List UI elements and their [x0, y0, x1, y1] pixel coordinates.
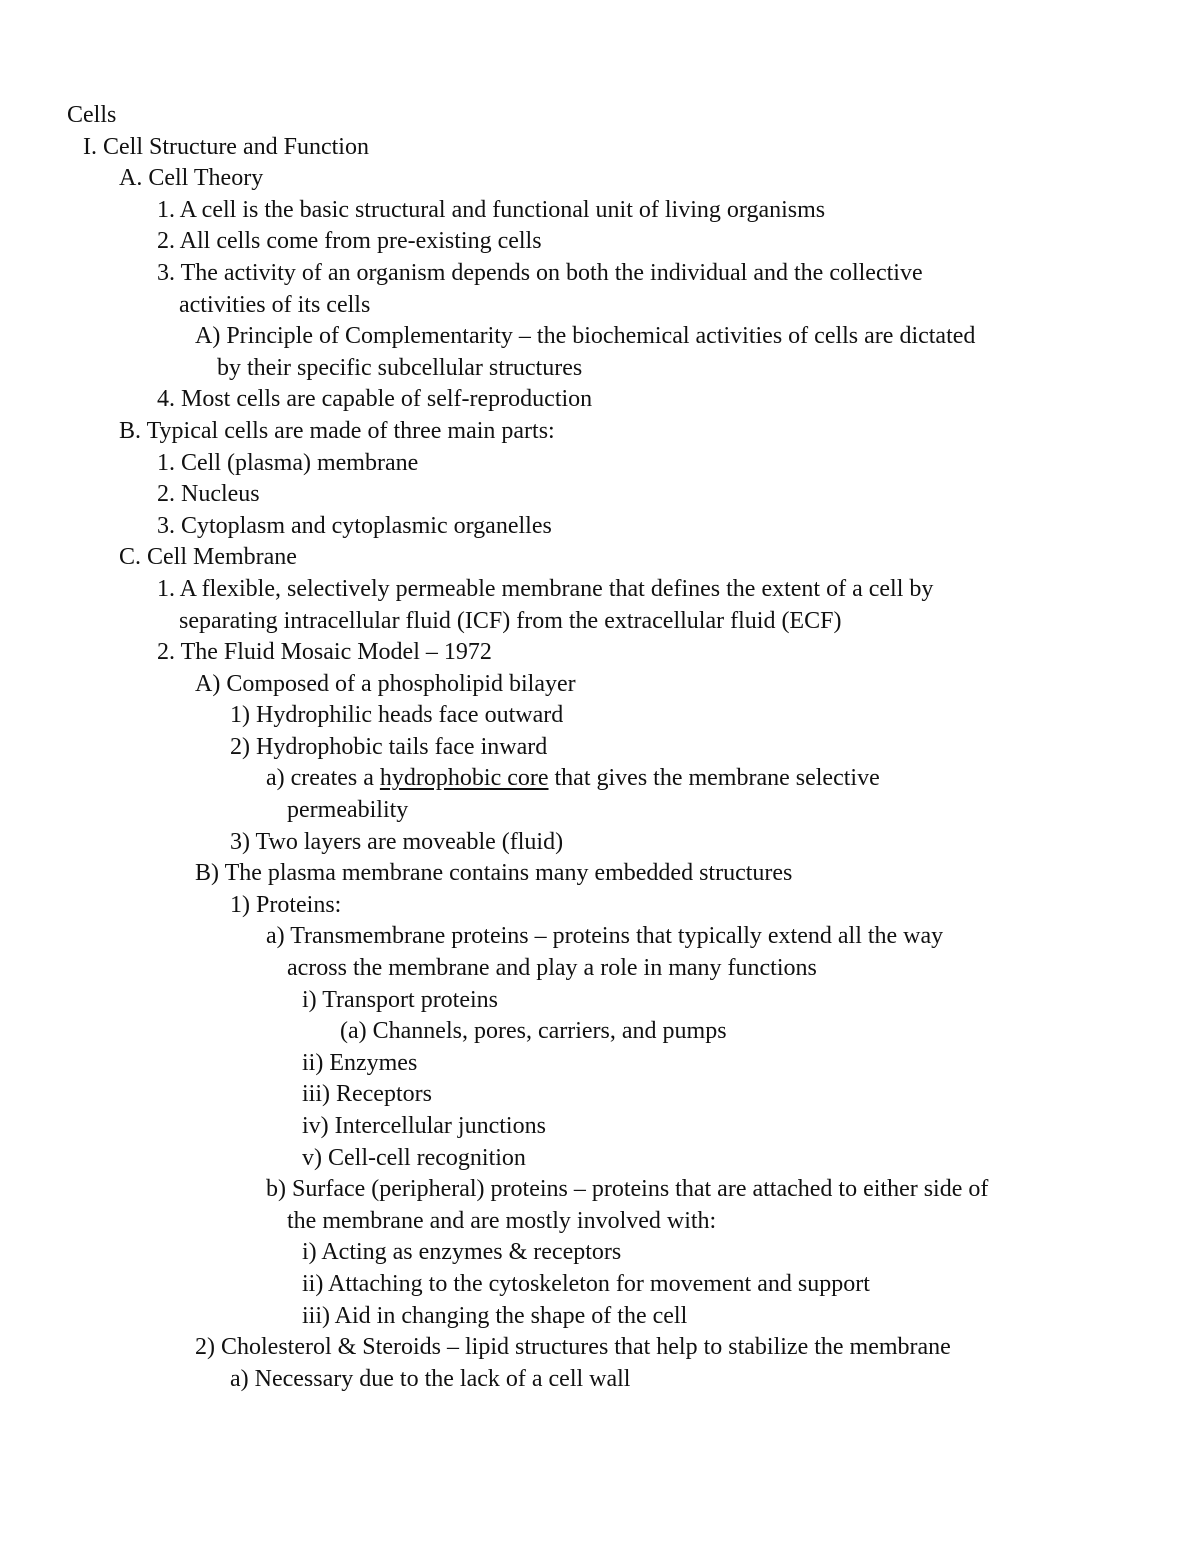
outline-item: 2. Nucleus [157, 481, 260, 508]
outline-item: 2. The Fluid Mosaic Model – 1972 [157, 639, 492, 666]
outline-item: iii) Aid in changing the shape of the cell [302, 1302, 688, 1329]
outline-item: 4. Most cells are capable of self-reproduction [157, 386, 593, 413]
outline-continuation: separating intracellular fluid (ICF) from the extracellular fluid (ECF) [179, 607, 842, 634]
outline-item: 3. The activity of an organism depends on both the individual and the collective [157, 259, 923, 286]
outline-continuation: permeability [287, 797, 409, 824]
outline-notes [67, 100, 1137, 1395]
subsection-heading: A. Cell Theory [119, 165, 264, 192]
outline-item: 2) Cholesterol & Steroids – lipid structures that help to stabilize the membrane [195, 1334, 951, 1361]
outline-item: B) The plasma membrane contains many embedded structures [195, 860, 793, 887]
outline-item: v) Cell-cell recognition [302, 1144, 526, 1171]
outline-item: 3) Two layers are moveable (fluid) [230, 828, 564, 855]
document-title: Cells [67, 102, 117, 128]
outline-continuation: across the membrane and play a role in many functions [287, 955, 817, 982]
underlined-term: hydrophobic core [379, 765, 549, 792]
outline-item: ii) Attaching to the cytoskeleton for movement and support [302, 1270, 870, 1297]
outline-continuation: activities of its cells [179, 291, 371, 318]
subsection-heading: B. Typical cells are made of three main parts: [119, 417, 555, 444]
outline-item: iv) Intercellular junctions [302, 1113, 546, 1139]
outline-item: 1) Proteins: [230, 891, 342, 918]
outline-item: i) Acting as enzymes & receptors [302, 1239, 622, 1266]
outline-item: A) Principle of Complementarity – the biochemical activities of cells are dictated [195, 323, 976, 350]
outline-continuation: the membrane and are mostly involved with: [287, 1207, 717, 1234]
outline-item: ii) Enzymes [302, 1049, 418, 1076]
outline-item: 1. Cell (plasma) membrane [157, 449, 419, 476]
outline-item-hydrophobic-core [67, 763, 1137, 795]
outline-item: b) Surface (peripheral) proteins – proteins that are attached to either side of [266, 1176, 989, 1203]
outline-item: (a) Channels, pores, carriers, and pumps [340, 1018, 727, 1045]
outline-continuation: by their specific subcellular structures [217, 354, 583, 381]
outline-item: 3. Cytoplasm and cytoplasmic organelles [157, 512, 552, 539]
outline-item: 1. A cell is the basic structural and functional unit of living organisms [157, 196, 826, 223]
outline-item: 1. A flexible, selectively permeable membrane that defines the extent of a cell by [157, 575, 934, 602]
outline-item: a) Transmembrane proteins – proteins that typically extend all the way [266, 923, 944, 950]
outline-text: a) creates a [266, 765, 380, 792]
outline-item: iii) Receptors [302, 1081, 432, 1108]
outline-item: A) Composed of a phospholipid bilayer [195, 670, 576, 697]
outline-item: 1) Hydrophilic heads face outward [230, 702, 564, 729]
outline-item: 2) Hydrophobic tails face inward [230, 733, 548, 760]
outline-item: a) Necessary due to the lack of a cell wall [230, 1365, 631, 1392]
outline-item: 2. All cells come from pre-existing cells [157, 228, 542, 255]
subsection-heading: C. Cell Membrane [119, 544, 297, 571]
outline-item: i) Transport proteins [302, 986, 499, 1013]
outline-text: that gives the membrane selective [548, 765, 880, 792]
section-heading: I. Cell Structure and Function [83, 133, 369, 160]
